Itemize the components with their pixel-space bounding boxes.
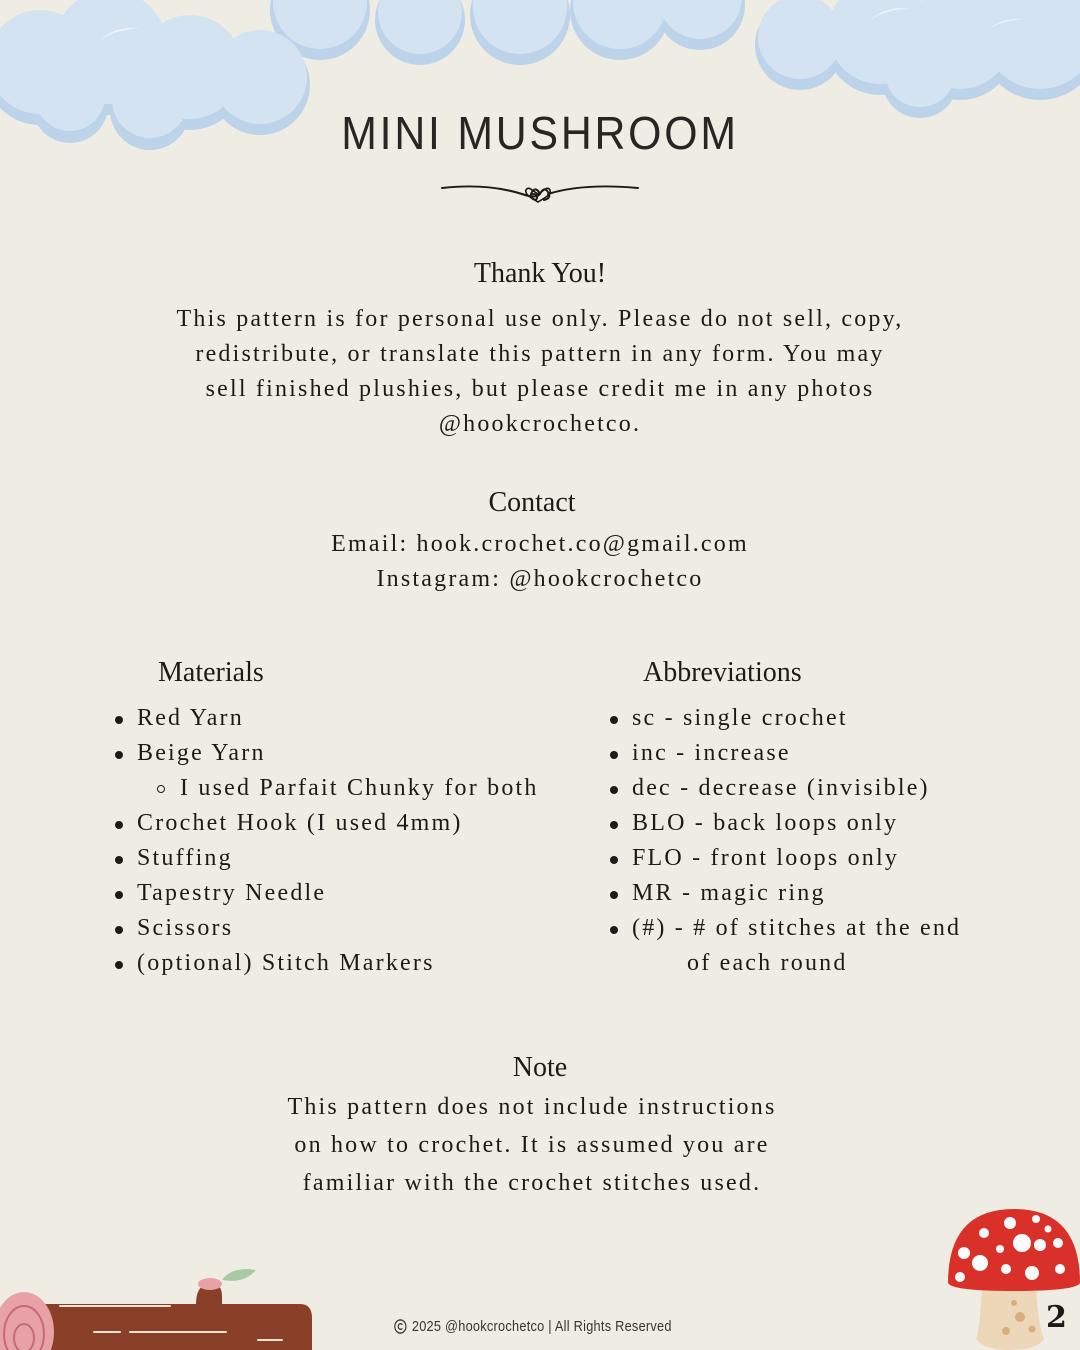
- contact-info: [40, 527, 1040, 597]
- thank-you-line: redistribute, or translate this pattern in any form. You may: [195, 341, 885, 367]
- list-item: Crochet Hook (I used 4mm): [112, 806, 539, 841]
- list-item: Beige Yarn: [112, 736, 539, 771]
- thank-you-line: sell finished plushies, but please credit me in any photos: [205, 376, 875, 402]
- copyright-text: 2025 @hookcrochetco | All Rights Reserved: [411, 1318, 672, 1335]
- copyright-footer: [394, 1318, 672, 1335]
- thank-you-line: This pattern is for personal use only. Please do not sell, copy,: [176, 306, 904, 332]
- list-item: (optional) Stitch Markers: [112, 946, 539, 981]
- list-item: Red Yarn: [112, 701, 539, 736]
- note-line: on how to crochet. It is assumed you are: [294, 1132, 770, 1158]
- log-illustration-icon: [0, 1262, 320, 1350]
- list-item: MR - magic ring: [607, 876, 961, 911]
- list-item: dec - decrease (invisible): [607, 771, 961, 806]
- page-title: MINI MUSHROOM: [341, 107, 739, 159]
- copyright-icon: [394, 1319, 407, 1334]
- abbreviations-heading: Abbreviations: [643, 657, 802, 688]
- materials-list: [112, 701, 539, 981]
- thank-you-heading: Thank You!: [473, 258, 607, 289]
- contact-instagram[interactable]: Instagram: @hookcrochetco: [376, 566, 704, 592]
- note-line: familiar with the crochet stitches used.: [302, 1170, 762, 1196]
- list-item: inc - increase: [607, 736, 961, 771]
- list-item: Scissors: [112, 911, 539, 946]
- heart-divider-icon: [440, 178, 640, 208]
- note-text: [140, 1088, 924, 1202]
- contact-heading: Contact: [488, 487, 576, 518]
- list-item: BLO - back loops only: [607, 806, 961, 841]
- list-item: Stuffing: [112, 841, 539, 876]
- materials-heading: Materials: [158, 657, 264, 688]
- thank-you-line: @hookcrochetco.: [438, 411, 642, 437]
- list-item: Tapestry Needle: [112, 876, 539, 911]
- abbreviations-list: [607, 701, 961, 981]
- list-subitem: I used Parfait Chunky for both: [112, 771, 539, 806]
- page-number: 2: [1046, 1300, 1067, 1335]
- list-item: FLO - front loops only: [607, 841, 961, 876]
- list-item: (#) - # of stitches at the end: [607, 911, 961, 946]
- list-item-continuation: of each round: [687, 950, 848, 976]
- contact-email[interactable]: Email: hook.crochet.co@gmail.com: [331, 531, 749, 557]
- note-heading: Note: [512, 1052, 568, 1083]
- thank-you-text: [40, 302, 1040, 442]
- list-item: sc - single crochet: [607, 701, 961, 736]
- note-line: This pattern does not include instructions: [287, 1094, 777, 1120]
